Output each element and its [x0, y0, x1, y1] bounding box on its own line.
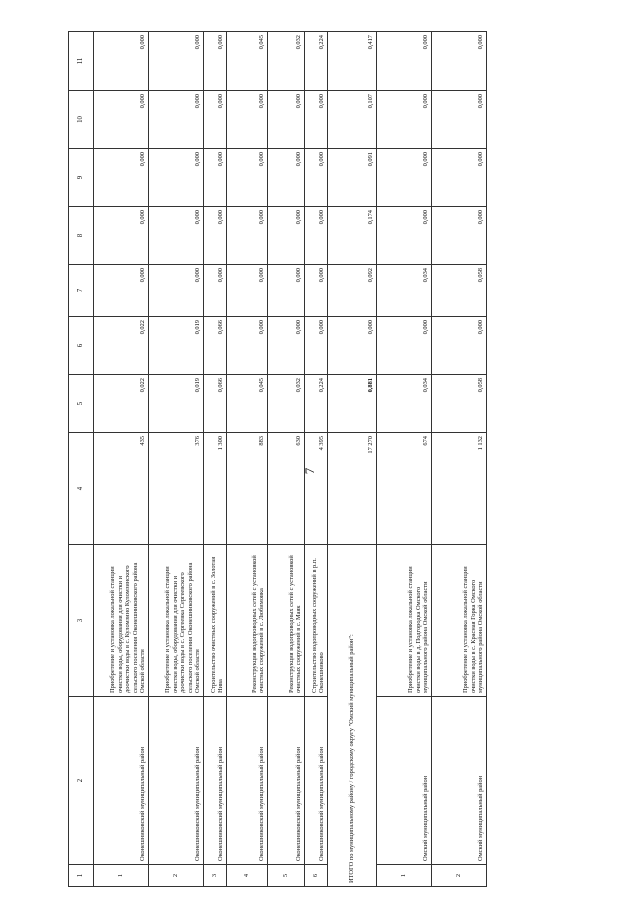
value-cell: 0,000 [94, 207, 149, 265]
table-row [94, 32, 149, 887]
value-cell: 0,045 [227, 32, 268, 91]
total-value: 0,092 [328, 265, 377, 317]
value-cell: 0,058 [432, 265, 487, 317]
table-row [268, 32, 305, 887]
value-cell: 0,000 [149, 265, 204, 317]
value-cell: 0,000 [204, 149, 227, 207]
value-cell: 0,000 [94, 149, 149, 207]
column-header: 1 [69, 865, 94, 887]
header-row [69, 32, 94, 887]
row-number: 2 [432, 865, 487, 887]
value-cell: 0,000 [227, 207, 268, 265]
row-number: 6 [305, 865, 328, 887]
column-header: 6 [69, 317, 94, 375]
value-cell: 0,019 [149, 375, 204, 433]
column-header: 2 [69, 697, 94, 865]
value-cell: 630 [268, 433, 305, 545]
value-cell: 0,000 [432, 317, 487, 375]
object-cell: Строительство водопроводных сооружений в р.п. Оконешниково [305, 545, 328, 697]
table-row [377, 32, 432, 887]
value-cell: 0,000 [432, 207, 487, 265]
value-cell: 0,000 [94, 32, 149, 91]
value-cell: 376 [149, 433, 204, 545]
value-cell: 0,045 [227, 375, 268, 433]
column-header: 10 [69, 91, 94, 149]
value-cell: 0,019 [149, 317, 204, 375]
table-row [204, 32, 227, 887]
value-cell: 0,000 [305, 91, 328, 149]
value-cell: 0,000 [432, 91, 487, 149]
table-row [432, 32, 487, 887]
value-cell: 0,000 [227, 265, 268, 317]
table-row [149, 32, 204, 887]
column-header: 8 [69, 207, 94, 265]
value-cell: 0,032 [268, 375, 305, 433]
row-number: 4 [227, 865, 268, 887]
total-value: 0,000 [328, 317, 377, 375]
object-cell: Реконструкция водопроводных сетей с установкой очистных сооружений в с. Маяк [268, 545, 305, 697]
value-cell: 0,066 [204, 317, 227, 375]
column-header: 3 [69, 545, 94, 697]
district-cell: Омский муниципальный район [432, 697, 487, 865]
object-cell: Приобретение и установка локальной станции очистки воды в с. Красная Горка Омского муниципального района Омской области [432, 545, 487, 697]
value-cell: 0,000 [268, 265, 305, 317]
column-header: 9 [69, 149, 94, 207]
value-cell: 0,022 [94, 375, 149, 433]
value-cell: 0,000 [377, 149, 432, 207]
value-cell: 0,000 [432, 32, 487, 91]
value-cell: 1 300 [204, 433, 227, 545]
value-cell: 0,224 [305, 32, 328, 91]
column-header: 7 [69, 265, 94, 317]
value-cell: 0,000 [227, 317, 268, 375]
district-cell: Оконешниковский муниципальный район [268, 697, 305, 865]
value-cell: 0,000 [377, 32, 432, 91]
column-header: 4 [69, 433, 94, 545]
value-cell: 0,034 [377, 375, 432, 433]
value-cell: 883 [227, 433, 268, 545]
value-cell: 0,000 [227, 91, 268, 149]
value-cell: 0,224 [305, 375, 328, 433]
value-cell: 0,066 [204, 375, 227, 433]
object-cell: Приобретение и установка локальной станции очистки воды, оборудования для очистки и доочистки воды в с. Куломзино Куломзинского сельского поселения Оконешниковского района Омской области [94, 545, 149, 697]
value-cell: 0,000 [204, 207, 227, 265]
total-row [328, 32, 377, 887]
district-cell: Оконешниковский муниципальный район [305, 697, 328, 865]
value-cell: 0,000 [227, 149, 268, 207]
value-cell: 0,000 [149, 91, 204, 149]
row-number: 2 [149, 865, 204, 887]
value-cell: 0,000 [305, 149, 328, 207]
column-header: 11 [69, 32, 94, 91]
value-cell: 0,000 [268, 207, 305, 265]
object-cell: Строительство очистных сооружений в с. Золотая Нива [204, 545, 227, 697]
value-cell: 0,000 [377, 317, 432, 375]
value-cell: 0,000 [149, 32, 204, 91]
district-cell: Оконешниковский муниципальный район [94, 697, 149, 865]
value-cell: 0,034 [377, 265, 432, 317]
object-cell: Реконструкция водопроводных сетей с установкой очистных сооружений в с. Любимовка [227, 545, 268, 697]
value-cell: 0,000 [268, 149, 305, 207]
value-cell: 4 395 [305, 433, 328, 545]
value-cell: 0,000 [204, 91, 227, 149]
value-cell: 0,000 [149, 207, 204, 265]
district-cell: Омский муниципальный район [377, 697, 432, 865]
total-value: 0,881 [328, 375, 377, 433]
value-cell: 0,000 [377, 207, 432, 265]
table-row [227, 32, 268, 887]
district-cell: Оконешниковский муниципальный район [149, 697, 204, 865]
value-cell: 0,000 [204, 32, 227, 91]
rotated-table-wrapper [68, 32, 548, 887]
total-value: 0,091 [328, 149, 377, 207]
total-label: ИТОГО по муниципальному району / городскому округу "Омский муниципальный район": [328, 545, 377, 887]
district-cell: Оконешниковский муниципальный район [227, 697, 268, 865]
district-cell: Оконешниковский муниципальный район [204, 697, 227, 865]
value-cell: 0,000 [305, 317, 328, 375]
table-row [305, 32, 328, 887]
value-cell: 0,032 [268, 32, 305, 91]
total-value: 0,174 [328, 207, 377, 265]
row-number: 1 [377, 865, 432, 887]
data-table [68, 31, 487, 887]
value-cell: 1 132 [432, 433, 487, 545]
value-cell: 0,000 [149, 149, 204, 207]
value-cell: 0,000 [305, 265, 328, 317]
object-cell: Приобретение и установка локальной станции очистки воды, оборудования для очистки и доочистки воды в с. Сергеевка Сергеевского сельского поселения Оконешниковского района Омской области [149, 545, 204, 697]
value-cell: 0,000 [377, 91, 432, 149]
value-cell: 435 [94, 433, 149, 545]
total-value: 0,417 [328, 32, 377, 91]
row-number: 3 [204, 865, 227, 887]
total-value: 17 270 [328, 433, 377, 545]
value-cell: 674 [377, 433, 432, 545]
value-cell: 0,000 [94, 265, 149, 317]
value-cell: 0,022 [94, 317, 149, 375]
value-cell: 0,000 [268, 317, 305, 375]
value-cell: 0,000 [94, 91, 149, 149]
total-value: 0,107 [328, 91, 377, 149]
value-cell: 0,000 [204, 265, 227, 317]
value-cell: 0,000 [268, 91, 305, 149]
value-cell: 0,058 [432, 375, 487, 433]
row-number: 5 [268, 865, 305, 887]
column-header: 5 [69, 375, 94, 433]
page-number: 7 [302, 467, 317, 475]
value-cell: 0,000 [432, 149, 487, 207]
value-cell: 0,000 [305, 207, 328, 265]
object-cell: Приобретение и установка локальной станции очистки воды в д. Подгородка Омского муниципального района Омской области [377, 545, 432, 697]
row-number: 1 [94, 865, 149, 887]
